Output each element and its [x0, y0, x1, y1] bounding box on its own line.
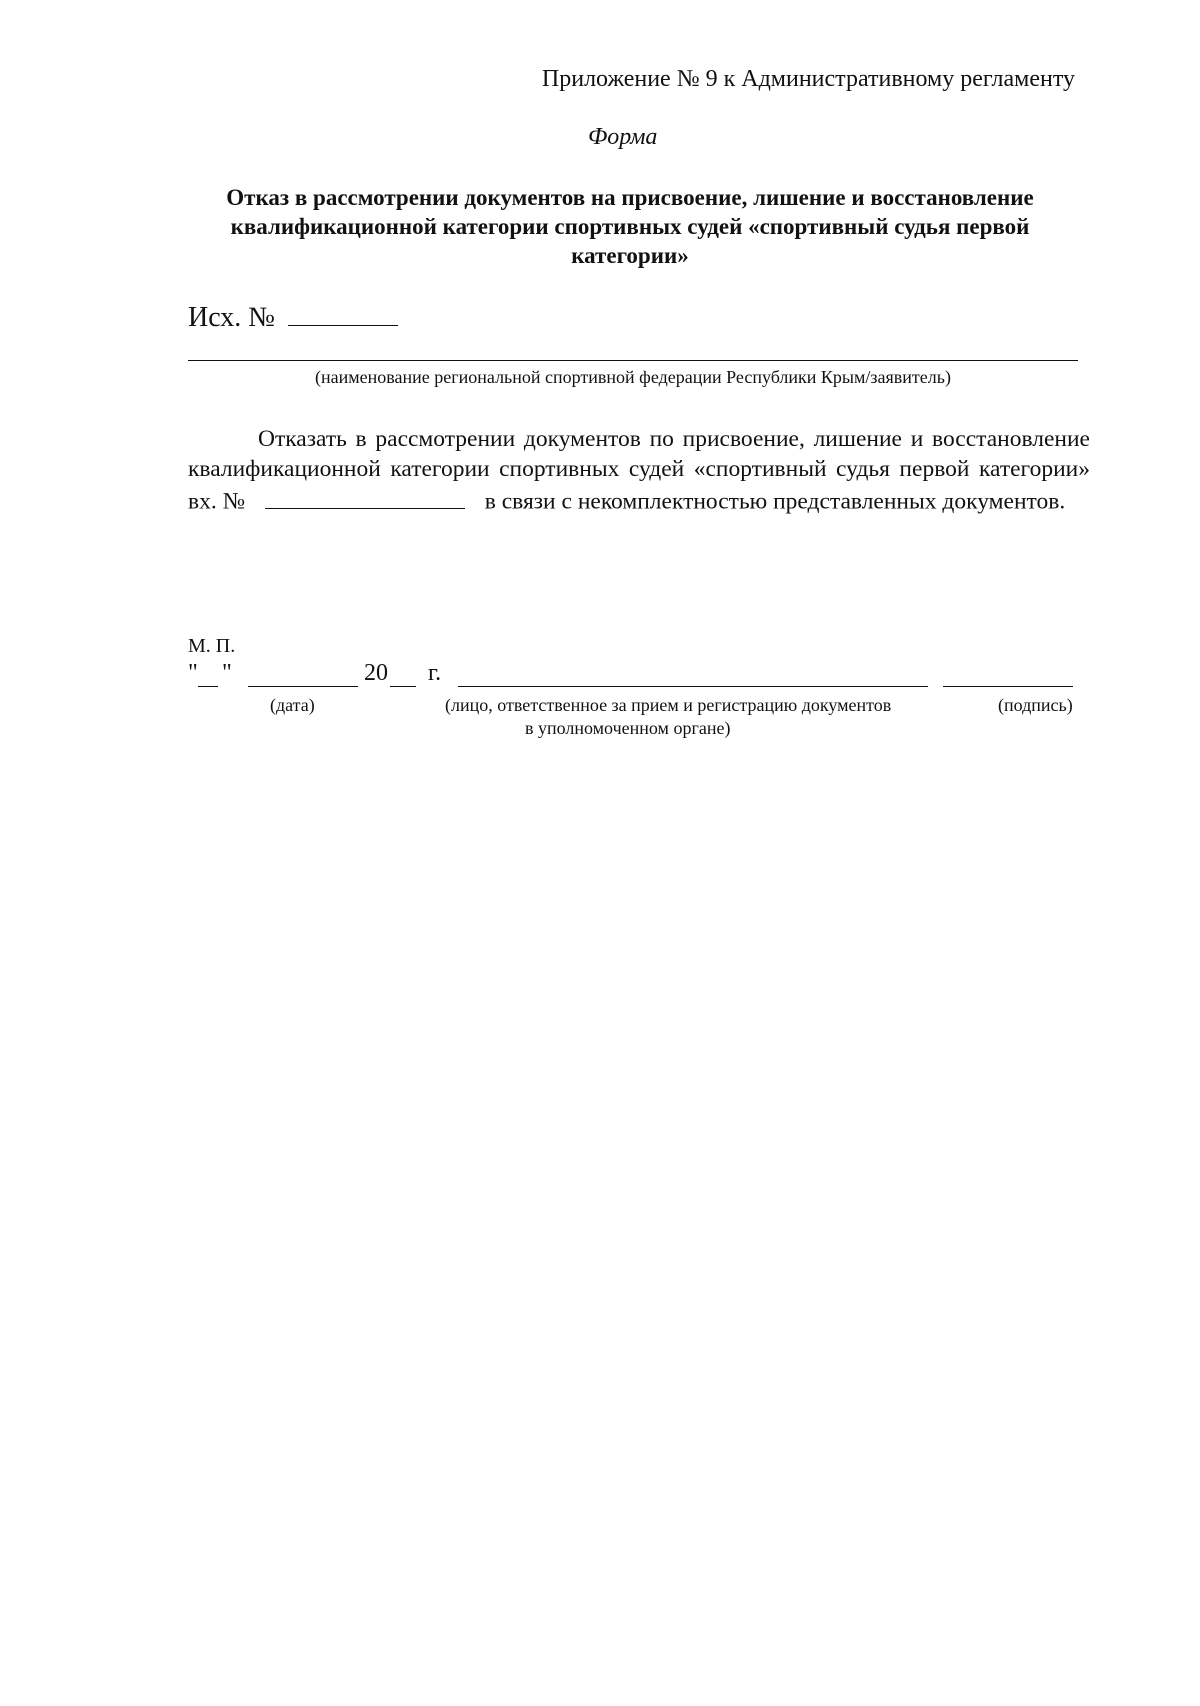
refusal-text-part1: Отказать в рассмотрении документов по присвоение, лишение и восстановление квалификационной категории спортивных судей «спортивный судья первой категории» вх. № — [188, 426, 1090, 515]
year-prefix: 20 — [364, 660, 388, 686]
quote-close: " — [222, 660, 232, 686]
outgoing-number-field[interactable] — [288, 297, 398, 326]
outgoing-number-label: Исх. № — [188, 302, 275, 333]
refusal-paragraph — [188, 424, 1090, 517]
title-line-3: категории» — [571, 243, 689, 268]
responsible-person-field[interactable] — [458, 686, 928, 687]
stamp-label: М. П. — [188, 635, 236, 657]
date-caption: (дата) — [270, 695, 315, 715]
form-label: Форма — [588, 124, 658, 150]
title-line-1: Отказ в рассмотрении документов на присвоение, лишение и восстановление — [226, 185, 1034, 210]
outgoing-number — [188, 297, 398, 334]
signature-caption: (подпись) — [998, 695, 1073, 715]
signature-field[interactable] — [943, 686, 1073, 687]
federation-caption: (наименование региональной спортивной федерации Республики Крым/заявитель) — [315, 367, 951, 387]
signature-row — [188, 660, 1088, 696]
year-field[interactable] — [390, 686, 416, 687]
day-field[interactable] — [198, 686, 218, 687]
person-caption-line-2: в уполномоченном органе) — [525, 718, 731, 738]
quote-open: " — [188, 660, 198, 686]
year-suffix: г. — [428, 660, 442, 686]
federation-name-field[interactable] — [188, 360, 1078, 361]
document-title — [180, 183, 1080, 270]
person-caption-line-1: (лицо, ответственное за прием и регистрацию документов — [445, 695, 892, 715]
refusal-text-part2: в связи с некомплектностью представленных документов. — [484, 488, 1066, 515]
appendix-header: Приложение № 9 к Административному регламенту — [541, 66, 1075, 92]
title-line-2: квалификационной категории спортивных судей «спортивный судья первой — [230, 214, 1030, 239]
incoming-number-field[interactable] — [265, 484, 465, 509]
month-field[interactable] — [248, 686, 358, 687]
